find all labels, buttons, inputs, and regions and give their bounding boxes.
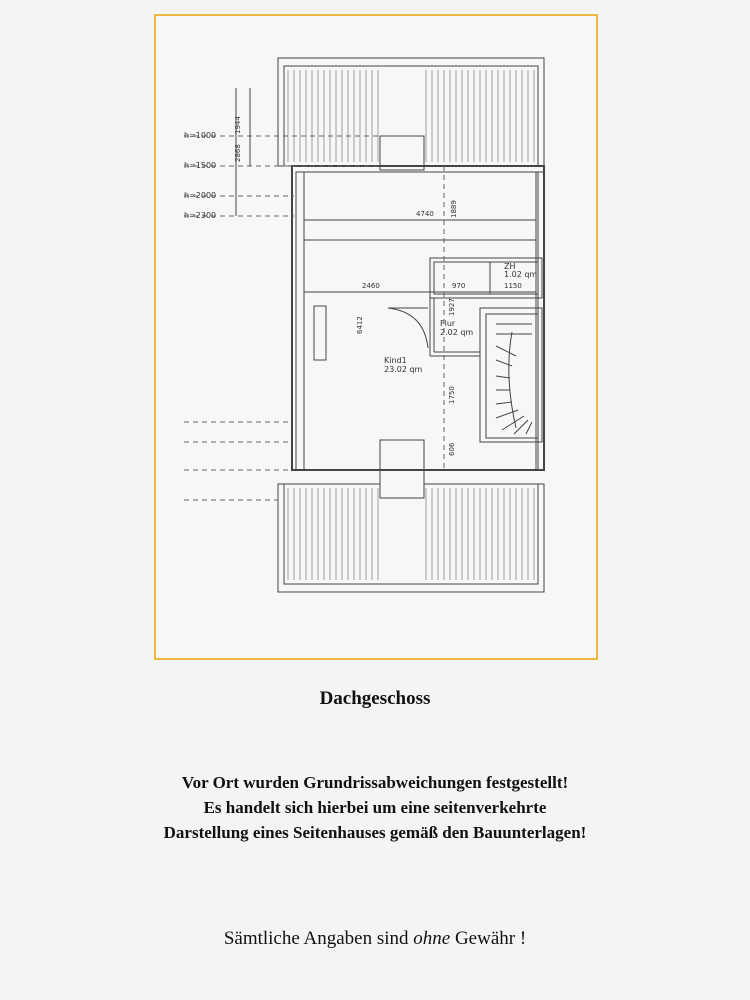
dim-1889: 1889: [450, 200, 458, 218]
disclaimer-after: Gewähr !: [454, 928, 527, 949]
dim-1927: 1927: [448, 298, 456, 316]
dim-6412: 6412: [356, 316, 364, 334]
dim-2460: 2460: [362, 282, 380, 290]
height-label-2300: h=2300: [184, 211, 217, 220]
room-zh-area: 1.02 qm: [504, 270, 538, 279]
dormer-top: [380, 136, 424, 170]
notice-line-3: Darstellung eines Seitenhauses gemäß den Bauunterlagen!: [163, 823, 587, 842]
dim-970: 970: [452, 282, 466, 290]
dim-606: 606: [448, 442, 456, 456]
disclaimer-emphasis: ohne: [413, 928, 451, 949]
room-kind-name: Kind1: [384, 356, 407, 365]
floor-caption: Dachgeschoss: [319, 688, 431, 709]
disclaimer: [0, 928, 750, 950]
height-label-1500: h=1500: [184, 161, 217, 170]
disclaimer-before: Sämtliche Angaben sind: [223, 928, 409, 949]
notice-line-2: Es handelt sich hierbei um eine seitenverkehrte: [203, 798, 547, 817]
height-label-2000: h=2000: [184, 191, 217, 200]
dim-1750: 1750: [448, 386, 456, 404]
dim-1150: 1150: [504, 282, 522, 290]
room-kind-area: 23.02 qm: [384, 365, 423, 374]
deviation-notice: [0, 770, 750, 845]
dim-4740: 4740: [416, 210, 434, 218]
dim-1944: 1944: [234, 116, 242, 134]
floorplan-drawing: [156, 16, 600, 662]
dim-2868: 2868: [234, 144, 242, 162]
floorplan-frame: [154, 14, 598, 660]
room-flur-area: 2.02 qm: [440, 328, 474, 337]
room-zh-name: ZH: [504, 262, 516, 271]
height-label-1000: h=1000: [184, 131, 217, 140]
notice-line-1: Vor Ort wurden Grundrissabweichungen festgestellt!: [181, 773, 569, 792]
room-flur-name: Flur: [440, 319, 456, 328]
